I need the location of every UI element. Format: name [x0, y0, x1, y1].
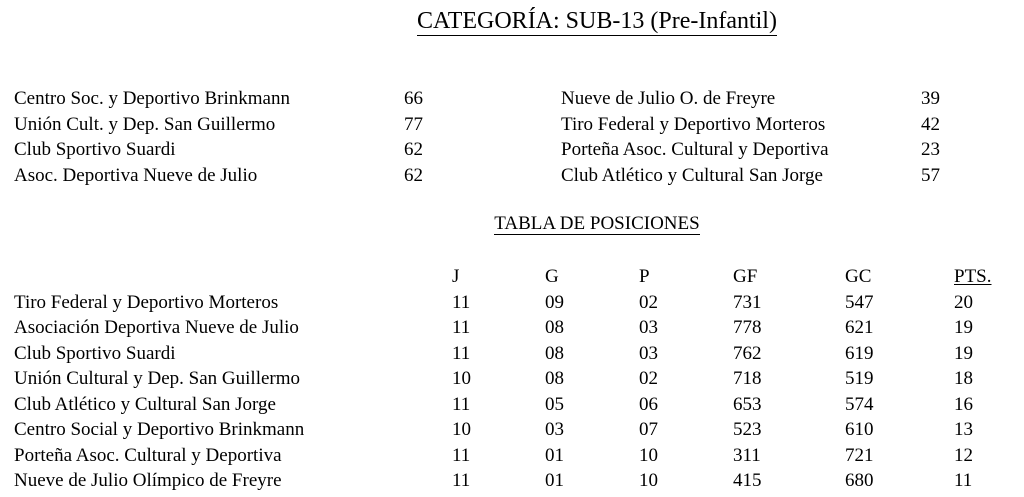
result-score: 62	[404, 139, 423, 160]
cell-team: Centro Social y Deportivo Brinkmann	[14, 419, 305, 440]
cell-p: 03	[639, 342, 658, 364]
cell-pts: 18	[954, 368, 973, 389]
result-team: Nueve de Julio O. de Freyre	[561, 88, 776, 109]
result-team: Tiro Federal y Deportivo Morteros	[561, 113, 826, 135]
result-score: 77	[404, 113, 423, 135]
table-row	[14, 443, 1014, 469]
table-row	[14, 417, 1014, 443]
header-j: J	[452, 266, 460, 287]
cell-p: 02	[639, 368, 658, 389]
table-row	[14, 468, 1014, 494]
standings-table	[14, 264, 1014, 494]
cell-pts: 19	[954, 317, 973, 338]
cell-g: 08	[545, 368, 564, 389]
cell-g: 08	[545, 317, 564, 338]
standings-title-text: TABLA DE POSICIONES	[494, 213, 700, 234]
cell-gc: 680	[845, 470, 874, 491]
cell-gf: 653	[733, 393, 762, 415]
result-team: Asoc. Deportiva Nueve de Julio	[14, 164, 258, 186]
cell-gf: 762	[733, 342, 762, 364]
cell-j: 11	[452, 393, 471, 415]
cell-pts: 20	[954, 291, 973, 313]
header-gc: GC	[845, 266, 872, 287]
cell-pts: 19	[954, 342, 973, 364]
standings-title	[0, 212, 1024, 236]
cell-pts: 13	[954, 419, 973, 440]
cell-team: Porteña Asoc. Cultural y Deportiva	[14, 444, 282, 466]
cell-gc: 610	[845, 419, 874, 440]
cell-gc: 519	[845, 368, 874, 389]
cell-j: 10	[452, 368, 471, 389]
cell-g: 08	[545, 342, 564, 364]
table-row	[14, 392, 1014, 418]
cell-gf: 523	[733, 419, 762, 440]
cell-g: 01	[545, 470, 564, 491]
cell-p: 10	[639, 444, 658, 466]
table-row	[14, 290, 1014, 316]
cell-team: Club Sportivo Suardi	[14, 342, 176, 364]
cell-team: Tiro Federal y Deportivo Morteros	[14, 291, 279, 313]
cell-pts: 12	[954, 444, 973, 466]
cell-j: 10	[452, 419, 471, 440]
cell-gf: 415	[733, 470, 762, 491]
result-score: 66	[404, 88, 423, 109]
header-gf: GF	[733, 266, 758, 287]
cell-gc: 574	[845, 393, 874, 415]
cell-p: 02	[639, 291, 658, 313]
cell-p: 07	[639, 419, 658, 440]
result-team: Porteña Asoc. Cultural y Deportiva	[561, 139, 829, 160]
cell-j: 11	[452, 470, 471, 491]
cell-pts: 11	[954, 470, 973, 491]
result-score: 42	[921, 113, 940, 135]
result-score: 23	[921, 139, 940, 160]
result-score: 39	[921, 88, 940, 109]
cell-gf: 311	[733, 444, 761, 466]
category-title	[0, 6, 1024, 36]
cell-team: Nueve de Julio Olímpico de Freyre	[14, 470, 282, 491]
table-row	[14, 341, 1014, 367]
cell-j: 11	[452, 342, 471, 364]
cell-g: 01	[545, 444, 564, 466]
result-score: 62	[404, 164, 423, 186]
cell-p: 03	[639, 317, 658, 338]
cell-j: 11	[452, 317, 471, 338]
cell-g: 03	[545, 419, 564, 440]
cell-g: 09	[545, 291, 564, 313]
cell-gc: 621	[845, 317, 874, 338]
cell-team: Unión Cultural y Dep. San Guillermo	[14, 368, 301, 389]
result-team: Club Sportivo Suardi	[14, 139, 176, 160]
cell-j: 11	[452, 444, 471, 466]
cell-team: Asociación Deportiva Nueve de Julio	[14, 317, 299, 338]
result-team: Unión Cult. y Dep. San Guillermo	[14, 113, 276, 135]
result-team: Centro Soc. y Deportivo Brinkmann	[14, 88, 290, 109]
cell-j: 11	[452, 291, 471, 313]
category-title-text: CATEGORÍA: SUB-13 (Pre-Infantil)	[417, 8, 777, 34]
header-p: P	[639, 266, 650, 287]
table-row	[14, 315, 1014, 341]
header-pts: PTS.	[954, 266, 992, 287]
cell-gc: 619	[845, 342, 874, 364]
cell-pts: 16	[954, 393, 973, 415]
cell-g: 05	[545, 393, 564, 415]
cell-gf: 731	[733, 291, 762, 313]
cell-gf: 778	[733, 317, 762, 338]
cell-p: 06	[639, 393, 658, 415]
result-score: 57	[921, 164, 940, 186]
cell-gc: 721	[845, 444, 874, 466]
cell-gf: 718	[733, 368, 762, 389]
cell-p: 10	[639, 470, 658, 491]
cell-team: Club Atlético y Cultural San Jorge	[14, 393, 276, 415]
header-g: G	[545, 266, 559, 287]
standings-header-row	[14, 264, 1014, 290]
cell-gc: 547	[845, 291, 874, 313]
result-team: Club Atlético y Cultural San Jorge	[561, 164, 823, 186]
table-row	[14, 366, 1014, 392]
